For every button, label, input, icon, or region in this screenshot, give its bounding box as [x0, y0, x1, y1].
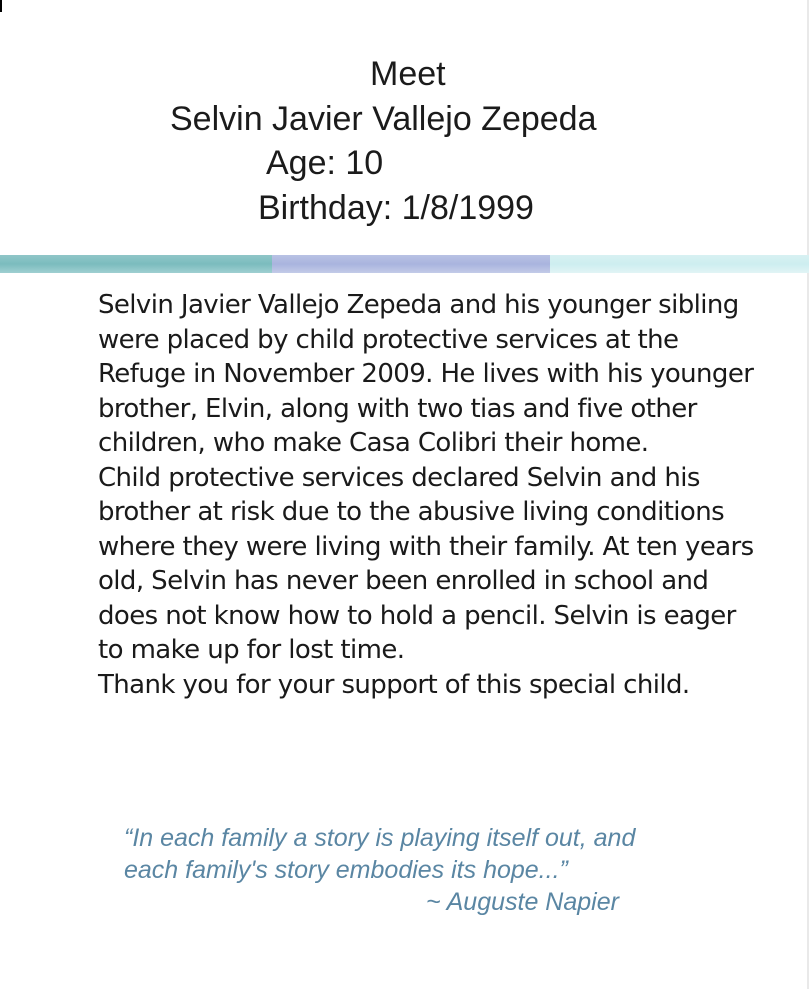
meet-heading: Meet	[370, 55, 446, 93]
quote-line-1: “In each family a story is playing itself out, and	[124, 824, 636, 852]
story-paragraph-background: Child protective services declared Selvin and his brother at risk due to the abusive living conditions where they were living with their family. At ten years old, Selvin has never been enrolled in school and does not know how to hold a pencil. Selvin is eager to make up for lost time.	[98, 462, 754, 665]
closing-quote	[124, 822, 744, 916]
scan-edge-mark	[0, 0, 2, 12]
story-paragraph-thanks: Thank you for your support of this special child.	[98, 669, 690, 700]
divider-bar-lavender	[272, 255, 550, 273]
child-name: Selvin Javier Vallejo Zepeda	[170, 100, 597, 138]
child-birthday: Birthday: 1/8/1999	[258, 189, 534, 227]
divider-bar-teal	[0, 255, 272, 273]
quote-line-2: each family's story embodies its hope...”	[124, 856, 568, 884]
story-paragraph-placement: Selvin Javier Vallejo Zepeda and his younger sibling were placed by child protective services at the Refuge in November 2009. He lives with his younger brother, Elvin, along with two tias and five other children, who make Casa Colibri their home.	[98, 290, 754, 458]
divider-bar-light-aqua	[550, 255, 809, 273]
quote-attribution: ~ Auguste Napier	[426, 888, 619, 916]
child-story	[98, 288, 758, 702]
child-age: Age: 10	[266, 144, 384, 182]
